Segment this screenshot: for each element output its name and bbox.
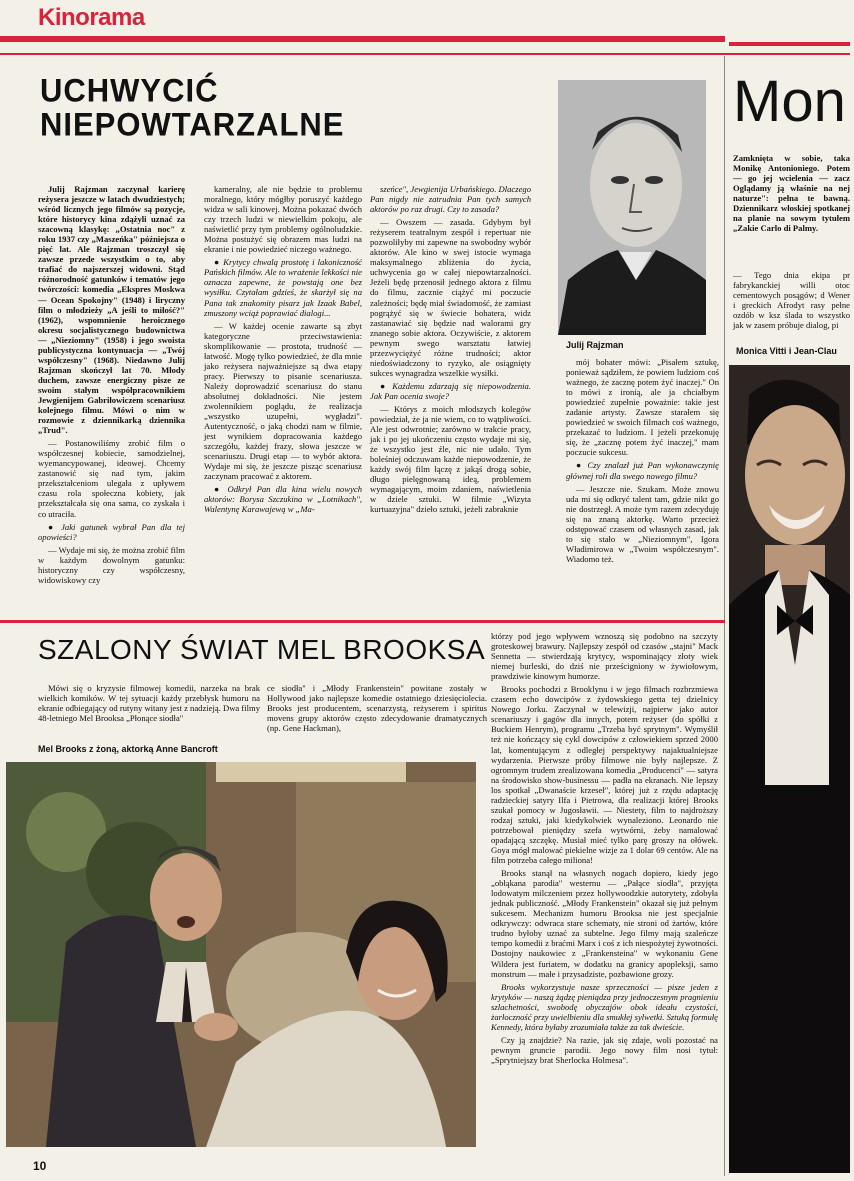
photo-mel-brooks-anne-bancroft (6, 762, 476, 1147)
sidebar-text-1: Zamknięta w sobie, taka Monikę Antonioniego. Potem — go jej wcielenia — zacz Oglądamy ją właśnie na nej naturze": pełna te bawną. Dziennikarz włoskiej spotkanej na planie na sowym tytułem „Zakie Carlo di Palmy. (733, 153, 850, 234)
paragraph: — Owszem — zasada. Gdybym był reżyserem teatralnym zespół i repertuar nie pozwoliłyby mi zapewne na swobodny wybór aktorów. Ale kino w swej istocie wymaga maksymalnego zbliżenia do życia, uchwycenia go w całej niepowtarzalności. Jeżeli będę przenosił jednego aktora z filmu do filmu, zacznie ciążyć mi poczucie zależności; będę miał świadomość, że zamiast pogrążyć się w świecie bohatera, widz zastanawiać się będzie nad walorami gry znanego sobie aktora. Oczywiście, z aktorem pewnym swego warsztatu łatwiej przezwyciężyć różne trudności; aktor niedoświadczony to ryzyko, ale osiągnięty sukces wynagradza wszelkie wysiłki. (370, 217, 531, 378)
masthead-rule (0, 36, 725, 42)
paragraph: którzy pod jego wpływem wznoszą się podobno na szczyty groteskowej brawury. Najlepszy zespół od czasów „stajni" Mack Sennetta — stwierdzają krytycy, wspominający złoty wiek niemej burleski, do dziś nie prześcigniony w żywiołowym, prawdziwie kinowym humorze. (491, 631, 718, 682)
question: ● Czy znalazł już Pan wykonawczynię głównej roli dla swego nowego filmu? (566, 460, 719, 481)
question: ● Krytycy chwalą prostotę i lakoniczność Pańskich filmów. Ale to wrażenie lekkości nie oznacza zapewne, że powstają one bez wysiłku. Czytałam gdzieś, że skarżył się na Pana tak znakomity pisarz jak Izaak Babel, zmuszony wciąż poprawiać dialogi... (204, 257, 362, 318)
paragraph: Brooks pochodzi z Brooklynu i w jego filmach rozbrzmiewa czasem echo dowcipów z żydowskiego getta tej dzielnicy Nowego Jorku. Zaczynał w telewizji, najpierw jako autor scenariuszy i gagów dla innych, potem reżyser (do spółki z Buckiem Henrym), programu „Trzeba być sprytnym". Wymyślił też nie kończący się cykl dowcipów z człowiekiem sprzed 2000 lat, komentującym z odległej perspektywy najaktualniejsze wydarzenia. Pierwsze próby filmowe nie były najlepsze. Z ogromnym trudem zrealizowana komedia „Producenci" — satyra na środowisko show-businessu — padła na ekranach. Nie lepszy los spotkał „Dwanaście krzeseł", której już z rzędu adaptację radzieckiej satyry Ilfa i Pietrowa, dla realizacji której Brooks szukał pomocy w Jugosławii. — Niestety, film to najdroższy rodzaj sztuki, jaki kiedykolwiek wynaleziono. Leonardo nie potrzebował pieniędzy szefa wytwórni, żeby namalować opadającą szczękę. Musiał mieć tylko parę groszy na ołówek. Goya mógł malować piekielne wizje za 1 dolar 69 centów. Ale na film potrzeba całego miliona! (491, 684, 718, 866)
paragraph: — Którys z moich młodszych kolegów powiedział, że ja nie wiem, co to wątpliwości. Ale jest odwrotnie; zarówno w trakcie pracy, jak i po jej ukończeniu często wydaje mi się, że wszystko jest źle, nic nie udało. Tym boleśniej odczuwam każde niepowodzenie, że każdy swój film łączę z jakąś drogą sobie, długo pielęgnowaną ideą, problemem wymagającym, moim zdaniem, naświetlenia w dziele sztuki. W filmie „Wizyta kurtuazyjna" dzieło sztuki, jeżeli zabraknie (370, 403, 531, 515)
question: ● Odkrył Pan dla kina wielu nowych aktorów: Borysa Szczukina w „Lotnikach", Walentynę Karawajewą w „Ma- (204, 484, 362, 515)
question: ● Jaki gatunek wybrał Pan dla tej opowieści? (38, 521, 185, 542)
article2-headline: SZALONY ŚWIAT MEL BROOKSA (38, 634, 486, 665)
photo-illustration (6, 762, 476, 1147)
article2-lead-column-1: Mówi się o kryzysie filmowej komedii, narzeka na brak wielkich komików. W tej sytuacji każdy przebłysk humoru na ekranie odbiegający od rutyny witany jest z nadzieją. Dwa filmy 48-letniego Mel Brooksa „Płonące siodła" (38, 683, 260, 724)
photo-caption: Julij Rajzman (566, 340, 624, 350)
portrait-illustration (558, 80, 706, 335)
paragraph: Czy ją znajdzie? Na razie, jak się zdaje, woli pozostać na pewnym gruncie parodii. Jego nowy film nosi tytuł: „Sprytniejszy brat Sherlocka Holmesa". (491, 1034, 718, 1065)
article1-column-2 (204, 184, 362, 614)
paragraph: — Wydaje mi się, że można zrobić film w każdym dowolnym gatunku: historyczny czy współczesny, widowiskowy czy (38, 544, 185, 585)
masthead-rule-right (729, 42, 850, 46)
article1-column-4 (566, 357, 719, 615)
paragraph: Julij Rajzman zaczynał karierę reżysera jeszcze w latach dwudziestych; wśród licznych jego filmów są pozycje, które historycy kina zdążyli uznać za szacowną klasykę: „Ostatnia noc" z roku 1937 czy „Maszeńka" późniejsza o pięć lat. Ale Rajzman troszczył się zawsze przede wszystkim o to, aby trafiać do najszerszej widowni. Stąd różnorodność gatunków i tematów jego twórczości: komedia „Ekspres Moskwa — Ocean Spokojny" (1948) i liryczny film o młodzieży „A jeśli to miłość?" (1962), wspomnienie heroicznego okresu socjalistycznego budownictwa — „Nieziomny" (1958) i jego swoista publicystyczna kontynuacja — „Twój współczesny" (1968). Niedawno Julij Rajzman skończył lat 70. Młody duchem, zawsze energiczny pisze ze swoim stałym współpracownikiem Jewgienijem Gabriłowiczem scenariusz kolejnego filmu. Mówi o nim w rozmowie z dziennikarką dziennika „Trud". (38, 184, 185, 436)
paragraph: Brooks stanął na własnych nogach dopiero, kiedy jego „obłąkana parodia" westernu — „Pałące siodła", przyjęta lodowatym milczeniem przez hollywoodzkie autorytety, zdobyła jednak publiczność. „Młody Frankenstein" okazał się już pełnym sukcesem. Mechanizm humoru Brooksa nie jest specjalnie odkrywczy: odwraca stare schematy, nie stroni od żartów, które trudno byłoby uznać za subtelne. Jego filmy mają szaleńcze tempo komedii z braćmi Marx i coś z ich niespożytej żywotności. Dostojny naukowiec z „Frankensteina" w wykonaniu Gene Wildera jest furiatem, w dodatku na granicy apopleksji, samo monstrum — małe i przysadziste, pozbawione grozy. (491, 868, 718, 979)
paragraph: kameralny, ale nie będzie to problemu moralnego, który mógłby poruszyć każdego widza w sali kinowej. Można pokazać dwóch czy trzech ludzi w niewielkim pokoju, ale naświetlić przy tym problemy ogólnoludzkie. Można postużyć się obrazem mas ludzi na ekranie i nie powiedzieć niczego ważnego. (204, 184, 362, 255)
paragraph: — Postanowiliśmy zrobić film o współczesnej kobiecie, samodzielnej, wyemancypowanej, ideowej. Chcemy zastanowić się nad tym, jakim przekształceniom ulegała z upływem czasu rola społeczna kobiety, jak przekształcała się ona sama, co zyskała i co utraciła. (38, 438, 185, 519)
paragraph: Brooks wykorzystuje nasze sprzeczności — pisze jeden z krytyków — naszą żądzę pieniądza przy jednoczesnym pragnieniu szlachetności, swobodę obyczajów obok ideału czystości, żarłoczność przy uwielbieniu dla smukłej sylwetki. Sztuką formułę Kennedy, która byłaby zrozumiała także za tak dwieście. (491, 981, 718, 1032)
question: szeńce", Jewgienija Urbańskiego. Dlaczego Pan nigdy nie zatrudnia Pan tych samych aktorów po raz drugi. Czy to zasada? (370, 184, 531, 215)
paragraph: mój bohater mówi: „Pisałem sztukę, ponieważ sądziłem, że powiem ludziom coś ważnego, że zacznę potem żyć inaczej." On to mówi z ironią, ale ja chciałbym powiedzieć zupełnie poważnie: takie jest zadanie artysty. Zawsze starałem się powiedzieć w swoich filmach coś ważnego, przekazać to ludziom. I jeżeli przekonuję się, że „zacznę potem żyć inaczej," mam poczucie sukcesu. (566, 357, 719, 458)
question: ● Każdemu zdarzają się niepowodzenia. Jak Pan ocenia swoje? (370, 380, 531, 401)
sidebar-divider (724, 56, 725, 1176)
article2-lead-column-2: ce siodła" i „Młody Frankenstein" powitane zostały w Hollywood jako najlepsze komedie ostatniego dziesięciolecia. Brooks jest producentem, scenarzystą, reżyserem i spiritus movens grupy aktorów często zdecydowanie dramatycznych (np. Gene Hackman), (267, 683, 487, 734)
sidebar-text-2: — Tego dnia ekipa pr fabrykanckiej willi otoc cementowych posągów; d Wener i greckich Afrodyt rasy pełne ozdób w ksz ślada to wszystko jak w zasem próbuje dialog, pi (733, 270, 850, 331)
portrait-photo-julij-rajzman (558, 80, 706, 335)
section-divider (0, 620, 725, 623)
article2-right-column (491, 631, 718, 1175)
paragraph: — Jeszcze nie. Szukam. Może znowu uda mi się odkryć talent tam, gdzie nikt go nie dostrzegł. A może tym razem zdecyduję się na znaną aktorkę. Warto przecież odstępować czasem od własnych zasad, jak to się stało w „Nieziomnym", Igora Władimirowa w „Twoim współczesnym". Wiadomo też. (566, 483, 719, 564)
article-headline (40, 74, 370, 141)
headline-line-1: UCHWYCIĆ (40, 72, 219, 110)
paragraph: — W każdej ocenie zawarte są zbyt kategoryczne przeciwstawienia: skomplikowanie — prostota, trudność — łatwość. Mogę tylko powiedzieć, że dla mnie jako reżysera najważniejsze są dwa etapy pracy. Pierwszy to pisanie scenariusza. Należy doprowadzić scenariusz do stanu absolutnej dokładności. Nie jestem zwolennikiem poglądu, że realizacja „wszystko uzupełni, wygładzi". Autentyczność, o jaką chodzi nam w filmie, jest wynikiem dopracowania każdego szczegółu, każdej frazy, słowa jeszcze w scenariuszu. Drugi etap — to wybór aktora. Wydaje mi się, że jeszcze pisząc scenariusz zaczynam pracować z aktorem. (204, 320, 362, 482)
sidebar-caption: Monica Vitti i Jean-Clau (736, 346, 837, 356)
sidebar-title: Mon (733, 69, 846, 134)
sidebar-photo-illustration (729, 365, 850, 1173)
top-divider (0, 53, 850, 55)
article1-column-1 (38, 184, 185, 614)
page-number: 10 (33, 1159, 47, 1173)
sidebar-photo (729, 365, 850, 1173)
masthead: Kinorama (38, 4, 145, 31)
article1-column-3 (370, 184, 531, 614)
photo-caption: Mel Brooks z żoną, aktorką Anne Bancroft (38, 744, 218, 754)
headline-line-2: NIEPOWTARZALNE (40, 105, 345, 143)
